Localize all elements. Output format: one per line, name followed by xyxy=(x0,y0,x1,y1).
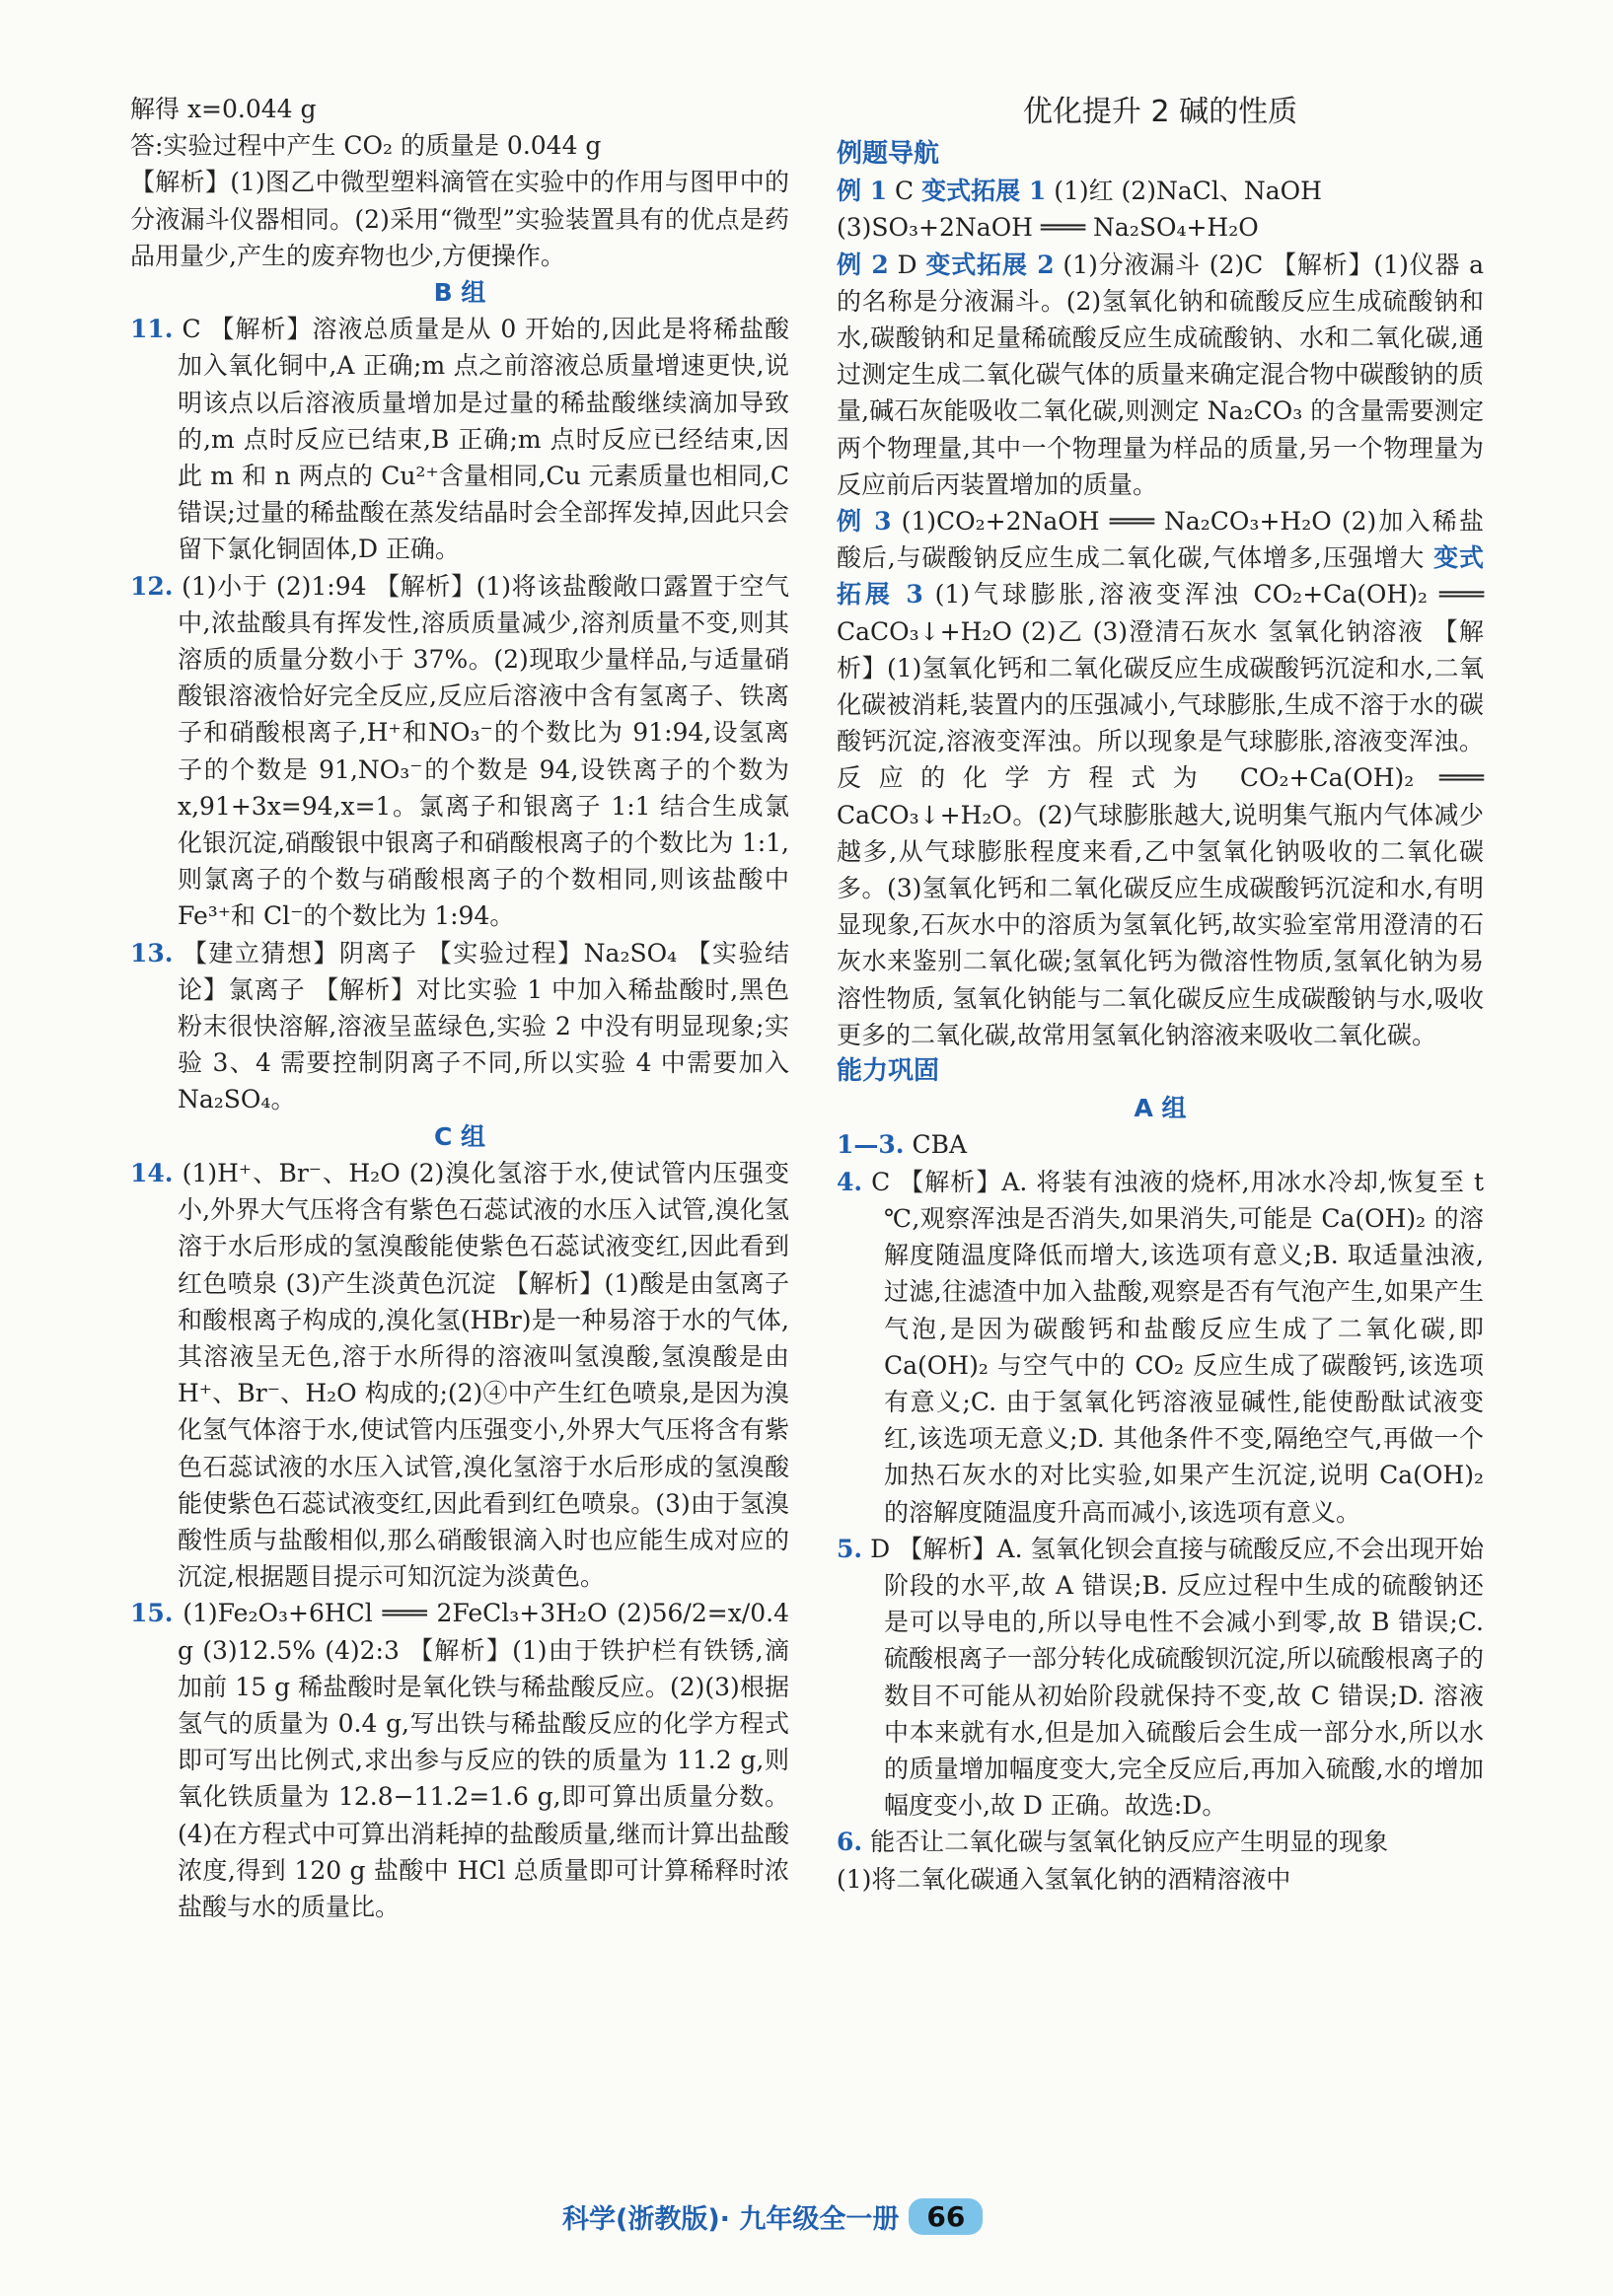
answer-item xyxy=(837,1164,1484,1531)
answer-text: 例 1 C 变式拓展 1 (1)红 (2)NaCl、NaOH xyxy=(837,177,1322,206)
answer-text: 例 3 (1)CO₂+2NaOH ═══ Na₂CO₃+H₂O (2)加入稀盐酸后,与碳酸钠反应生成二氧化碳,气体增多,压强增大 变式拓展 3 (1)气球膨胀,溶液变浑浊 CO₂+Ca(OH)₂ ═══ CaCO₃↓+H₂O (2)乙 (3)澄清石灰水 氢氧化钠溶液 【解析】(1)氢氧化钙和二氧化碳反应生成碳酸钙沉淀和水,二氧化碳被消耗,装置内的压强减小,气球膨胀,生成不溶于水的碳酸钙沉淀,溶液变浑浊。所以现象是气球膨胀,溶液变浑浊。反应的化学方程式为 CO₂+Ca(OH)₂ ═══ CaCO₃↓+H₂O。(2)气球膨胀越大,说明集气瓶内气体减少越多,从气球膨胀程度来看,乙中氢氧化钠吸收的二氧化碳多。(3)氢氧化钙和二氧化碳反应生成碳酸钙沉淀和水,有明显现象,石灰水中的溶质为氢氧化钙,故实验室常用澄清的石灰水来鉴别二氧化碳;氢氧化钙为微溶性物质,氢氧化钠为易溶性物质, 氢氧化钠能与二氧化碳反应生成碳酸钠与水,吸收更多的二氧化碳,故常用氢氧化钠溶液来吸收二氧化碳。 xyxy=(837,507,1484,1049)
answer-item xyxy=(837,1531,1484,1825)
paragraph xyxy=(837,1126,1484,1163)
paragraph xyxy=(130,91,789,127)
paragraph xyxy=(837,503,1484,1053)
answer-text: 例 2 D 变式拓展 2 (1)分液漏斗 (2)C 【解析】(1)仪器 a 的名称是分液漏斗。(2)氢氧化钠和硫酸反应生成硫酸钠和水,碳酸钠和足量稀硫酸反应生成硫酸钠、水和二氧化碳,通过测定生成二氧化碳气体的质量来确定混合物中碳酸钠的质量,碱石灰能吸收二氧化碳,则测定 Na₂CO₃ 的含量需要测定两个物理量,其中一个物理量为样品的质量,另一个物理量为反应前后丙装置增加的质量。 xyxy=(837,250,1484,499)
question-number: 4. xyxy=(837,1167,863,1196)
answer-text: C 【解析】A. 将装有浊液的烧杯,用冰水冷却,恢复至 t ℃,观察浑浊是否消失,如果消失,可能是 Ca(OH)₂ 的溶解度随温度降低而增大,该选项有意义;B. 取适量浊液,过滤,往滤渣中加入盐酸,观察是否有气泡产生,如果产生气泡,是因为碳酸钙和盐酸反应生成了二氧化碳,即 Ca(OH)₂ 与空气中的 CO₂ 反应生成了碳酸钙,该选项有意义;C. 由于氢氧化钙溶液显碱性,能使酚酞试液变红,该选项无意义;D. 其他条件不变,隔绝空气,再做一个加热石灰水的对比实验,如果产生沉淀,说明 Ca(OH)₂ 的溶解度随温度升高而减小,该选项有意义。 xyxy=(871,1167,1484,1527)
answer-text: 能否让二氧化碳与氢氧化钠反应产生明显的现象 xyxy=(870,1828,1389,1857)
answer-text: C 【解析】溶液总质量是从 0 开始的,因此是将稀盐酸加入氧化铜中,A 正确;m 点之前溶液总质量增速更快,说明该点以后溶液质量增加是过量的稀盐酸继续滴加导致的,m 点时反应已结束,B 正确;m 点时反应已经结束,因此 m 和 n 两点的 Cu²⁺含量相同,Cu 元素质量也相同,C 错误;过量的稀盐酸在蒸发结晶时会全部挥发掉,因此只会留下氯化铜固体,D 正确。 xyxy=(178,315,789,564)
paragraph xyxy=(837,1861,1484,1898)
answer-text: (1)H⁺、Br⁻、H₂O (2)溴化氢溶于水,使试管内压强变小,外界大气压将含有紫色石蕊试液的水压入试管,溴化氢溶于水后形成的氢溴酸能使紫色石蕊试液变红,因此看到红色喷泉 (3)产生淡黄色沉淀 【解析】(1)酸是由氢离子和酸根离子构成的,溴化氢(HBr)是一种易溶于水的气体,其溶液呈无色,溶于水所得的溶液叫氢溴酸,氢溴酸是由 H⁺、Br⁻、H₂O 构成的;(2)④中产生红色喷泉,是因为溴化氢气体溶于水,使试管内压强变小,外界大气压将含有紫色石蕊试液的水压入试管,溴化氢溶于水后形成的氢溴酸能使紫色石蕊试液变红,因此看到红色喷泉。(3)由于氢溴酸性质与盐酸相似,那么硝酸银滴入时也应能生成对应的沉淀,根据题目提示可知沉淀为淡黄色。 xyxy=(178,1158,789,1592)
paragraph xyxy=(837,173,1484,209)
answer-text: 【解析】(1)图乙中微型塑料滴管在实验中的作用与图甲中的分液漏斗仪器相同。(2)采用“微型”实验装置具有的优点是药品用量少,产生的废弃物也少,方便操作。 xyxy=(130,168,789,270)
answer-text: 【建立猜想】阴离子 【实验过程】Na₂SO₄ 【实验结论】氯离子 【解析】对比实验 1 中加入稀盐酸时,黑色粉末很快溶解,溶液呈蓝绿色,实验 2 中没有明显现象;实验 3、4 需要控制阴离子不同,所以实验 4 中需要加入 Na₂SO₄。 xyxy=(178,938,789,1114)
answer-text: 答:实验过程中产生 CO₂ 的质量是 0.044 g xyxy=(130,131,602,161)
answer-text: 解得 x=0.044 g xyxy=(130,95,317,123)
answer-text: (1)将二氧化碳通入氢氧化钠的酒精溶液中 xyxy=(837,1864,1291,1894)
paragraph xyxy=(130,127,789,164)
page-footer xyxy=(562,2191,983,2241)
answer-text: 例题导航 xyxy=(837,139,940,169)
answer-text: (3)SO₃+2NaOH ═══ Na₂SO₄+H₂O xyxy=(837,213,1259,243)
page-number: 66 xyxy=(909,2198,983,2235)
paragraph xyxy=(837,209,1484,246)
question-number: 15. xyxy=(130,1599,174,1628)
answer-text: (1)小于 (2)1:94 【解析】(1)将该盐酸敞口露置于空气中,浓盐酸具有挥发性,溶质质量减少,溶剂质量不变,则其溶质的质量分数小于 37%。(2)现取少量样品,与适量硝酸银溶液恰好完全反应,反应后溶液中含有氢离子、铁离子和硝酸根离子,H⁺和NO₃⁻的个数比为 91:94,设氢离子的个数是 91,NO₃⁻的个数是 94,设铁离子的个数为 x,91+3x=94,x=1。氯离子和银离子 1:1 结合生成氯化银沉淀,硝酸银中银离子和硝酸根离子的个数比为 1:1,则氯离子的个数与硝酸根离子的个数相同,则该盐酸中Fe³⁺和 Cl⁻的个数比为 1:94。 xyxy=(178,571,790,931)
answer-item xyxy=(130,568,789,935)
answer-item xyxy=(837,1824,1484,1860)
answer-text: A 组 xyxy=(1134,1094,1187,1123)
answer-text: B 组 xyxy=(433,278,486,308)
answer-text: 1—3. CBA xyxy=(837,1130,968,1160)
group-heading xyxy=(130,1118,789,1155)
left-column xyxy=(130,91,789,1925)
chapter-title xyxy=(837,91,1484,134)
paragraph xyxy=(130,164,789,274)
question-number: 12. xyxy=(130,571,174,601)
paragraph xyxy=(837,247,1484,503)
answer-item xyxy=(130,935,789,1118)
answer-item xyxy=(130,1155,789,1595)
question-number: 5. xyxy=(837,1534,863,1563)
footer-book-title: 科学(浙教版)· 九年级全一册 xyxy=(562,2203,900,2235)
answer-item xyxy=(130,311,789,567)
answer-text: 能力巩固 xyxy=(837,1056,940,1087)
section-heading xyxy=(837,1053,1484,1090)
answer-item xyxy=(130,1595,789,1925)
right-column xyxy=(837,91,1484,1898)
answer-text: 优化提升 2 碱的性质 xyxy=(1022,95,1298,129)
group-heading xyxy=(837,1090,1484,1126)
answer-text: (1)Fe₂O₃+6HCl ═══ 2FeCl₃+3H₂O (2)56/2=x/0.4 g (3)12.5% (4)2:3 【解析】(1)由于铁护栏有铁锈,滴加前 15 g 稀盐酸时是氧化铁与稀盐酸反应。(2)(3)根据氢气的质量为 0.4 g,写出铁与稀盐酸反应的化学方程式即可写出比例式,求出参与反应的铁的质量为 11.2 g,则氧化铁质量为 12.8−11.2=1.6 g,即可算出质量分数。(4)在方程式中可算出消耗掉的盐酸质量,继而计算出盐酸浓度,得到 120 g 盐酸中 HCl 总质量即可计算稀释时浓盐酸与水的质量比。 xyxy=(178,1599,789,1921)
question-number: 14. xyxy=(130,1158,174,1187)
group-heading xyxy=(130,274,789,311)
section-heading xyxy=(837,136,1484,173)
question-number: 11. xyxy=(130,315,174,344)
answer-text: C 组 xyxy=(433,1121,486,1151)
question-number: 13. xyxy=(130,938,174,968)
question-number: 6. xyxy=(837,1828,863,1857)
answer-text: D 【解析】A. 氢氧化钡会直接与硫酸反应,不会出现开始阶段的水平,故 A 错误;B. 反应过程中生成的硫酸钠还是可以导电的,所以导电性不会减小到零,故 B 错误;C. 硫酸根离子一部分转化成硫酸钡沉淀,所以硫酸根离子的数目不可能从初始阶段就保持不变,故 C 错误;D. 溶液中本来就有水,但是加入硫酸后会生成一部分水,所以水的质量增加幅度变大,完全反应后,再加入硫酸,水的增加幅度变小,故 D 正确。故选:D。 xyxy=(870,1534,1484,1821)
